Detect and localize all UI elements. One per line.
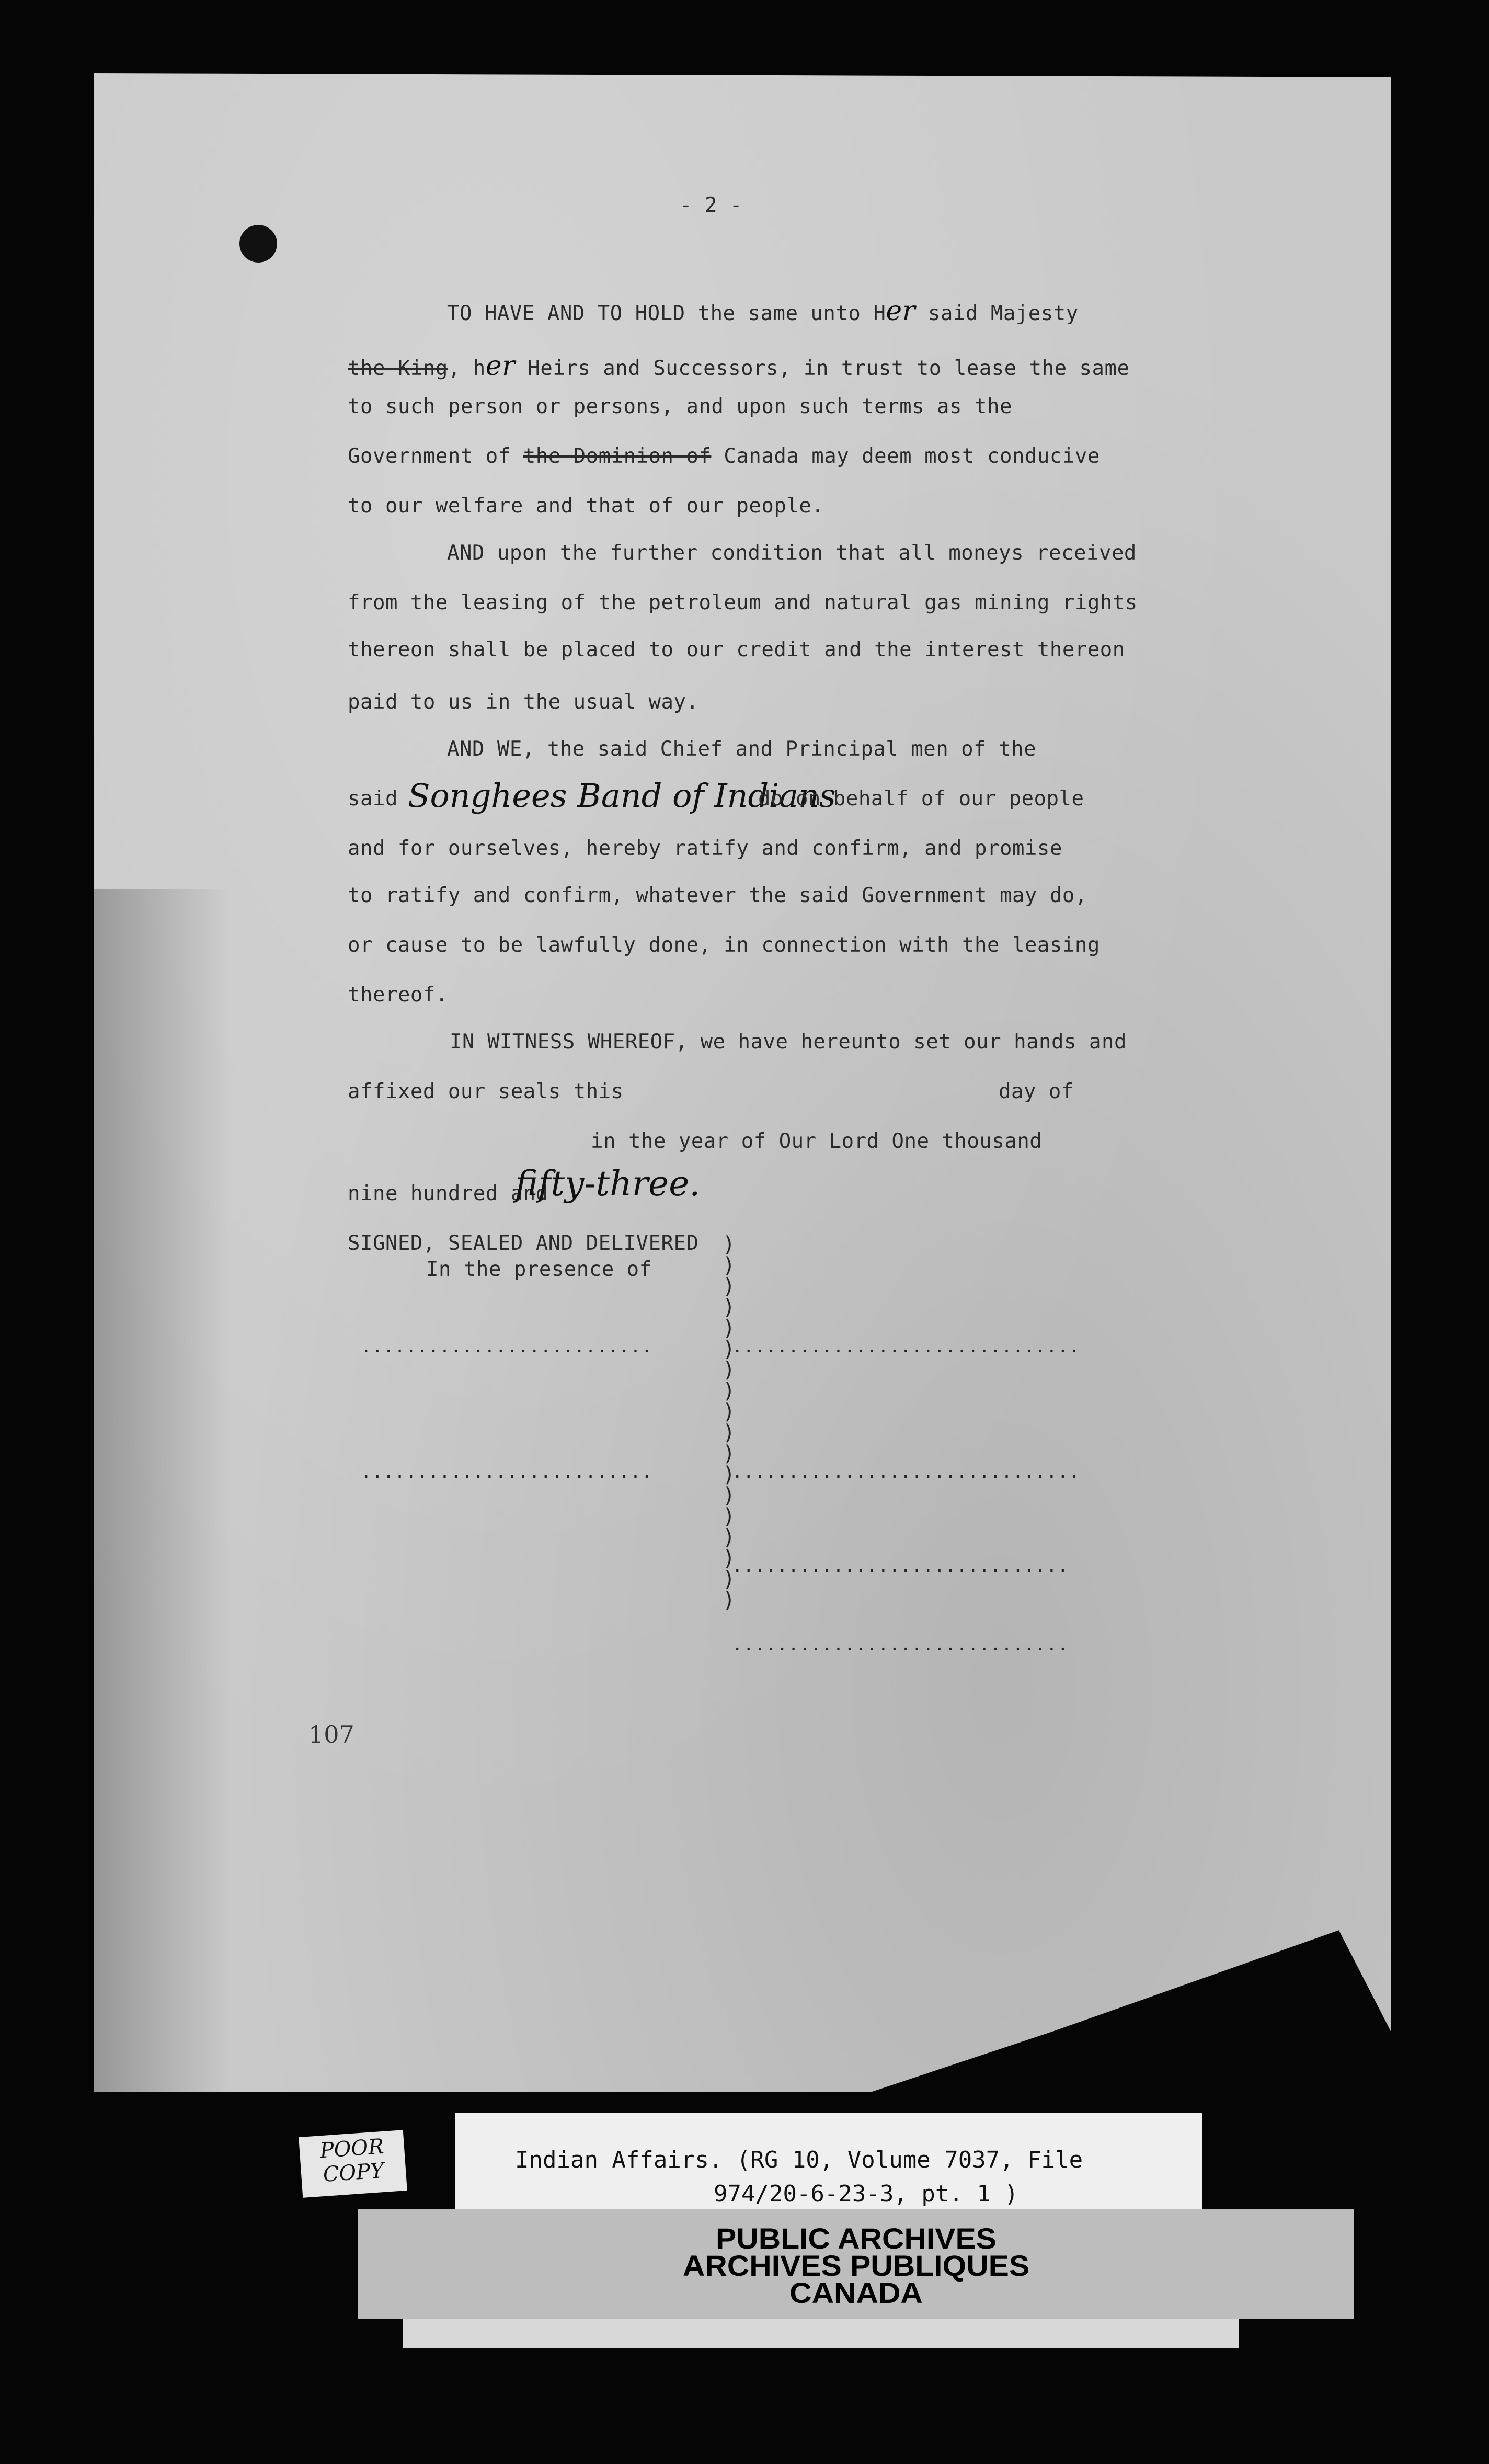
p1-line1 <box>447 295 1079 327</box>
bracket-mark: ) <box>723 1253 736 1277</box>
signatory-signature-line: ............................... <box>732 1462 1080 1482</box>
bracket-mark: ) <box>723 1316 736 1340</box>
p2-line1: AND upon the further condition that all moneys received <box>447 541 1137 565</box>
bracket-mark: ) <box>723 1546 736 1570</box>
witness-signature-line: .......................... <box>361 1336 653 1357</box>
p2-line4: paid to us in the usual way. <box>348 690 699 714</box>
page-number: - 2 - <box>680 193 742 217</box>
handwritten-band-name: Songhees Band of Indians <box>408 777 836 815</box>
bracket-mark: ) <box>723 1442 736 1466</box>
struck-text: the Dominion of <box>523 444 712 468</box>
label-edge-strip <box>403 2319 1239 2348</box>
bracket-mark: ) <box>723 1463 736 1487</box>
p2-line3: thereon shall be placed to our credit and the interest thereon <box>348 638 1125 661</box>
bracket-mark: ) <box>723 1484 736 1508</box>
p3-line2-label: said <box>348 787 398 811</box>
p3-line3: and for ourselves, hereby ratify and confirm, and promise <box>348 837 1062 860</box>
signatory-signature-line: .............................. <box>732 1634 1069 1655</box>
p1-line3: to such person or persons, and upon such terms as the <box>348 395 1012 418</box>
handwritten-correction: er <box>485 350 516 382</box>
stamp-line-3: CANADA <box>789 2276 923 2309</box>
p3-line2-text: do on behalf of our people <box>758 787 1084 811</box>
archive-reference-label <box>455 2113 1202 2222</box>
bracket-mark: ) <box>723 1337 736 1361</box>
handwritten-year: fifty-three. <box>515 1163 701 1204</box>
bracket-mark: ) <box>723 1358 736 1382</box>
bracket-mark: ) <box>723 1400 736 1424</box>
bracket-mark: ) <box>723 1379 736 1403</box>
signatory-signature-line: ............................... <box>732 1336 1080 1357</box>
p1-line4-text-a: Government of <box>348 444 523 468</box>
bracket-mark: ) <box>723 1504 736 1528</box>
reference-line-1: Indian Affairs. (RG 10, Volume 7037, File <box>515 2147 1083 2173</box>
p3-line4: to ratify and confirm, whatever the said Government may do, <box>348 884 1087 907</box>
signature-bracket <box>723 1234 735 1611</box>
p1-line2-text-b: Heirs and Successors, in trust to lease the same <box>515 357 1130 380</box>
p4-line4-a: nine hundred and <box>348 1182 548 1205</box>
p3-line1: AND WE, the said Chief and Principal men of the <box>447 737 1037 761</box>
reference-line-2: 974/20-6-23-3, pt. 1 ) <box>714 2181 1018 2207</box>
signature-heading: SIGNED, SEALED AND DELIVERED <box>348 1231 699 1255</box>
struck-text: the King <box>348 357 448 380</box>
bracket-mark: ) <box>723 1233 736 1257</box>
signature-subheading: In the presence of <box>426 1258 652 1281</box>
p1-line2-text-a: , h <box>448 357 486 380</box>
stamp-line-2: ARCHIVES PUBLIQUES <box>682 2249 1030 2282</box>
p3-line6: thereof. <box>348 983 448 1007</box>
p4-line3: in the year of Our Lord One thousand <box>591 1130 1043 1153</box>
poor-copy-label: POOR COPY <box>299 2130 407 2198</box>
stamp-line-1: PUBLIC ARCHIVES <box>716 2222 997 2255</box>
bracket-mark: ) <box>723 1421 736 1445</box>
handwritten-correction: er <box>886 295 915 327</box>
punch-hole <box>239 225 277 263</box>
signatory-signature-line: .............................. <box>732 1556 1069 1577</box>
p3-line5: or cause to be lawfully done, in connection with the leasing <box>348 933 1100 957</box>
p1-line2 <box>348 350 1129 382</box>
p4-line1: IN WITNESS WHEREOF, we have hereunto set our hands and <box>450 1030 1127 1054</box>
p1-line5: to our welfare and that of our people. <box>348 494 824 518</box>
p1-line1-text-b: said Majesty <box>915 302 1079 325</box>
p4-line2-a: affixed our seals this <box>348 1080 624 1103</box>
p1-line4-text-b: Canada may deem most conducive <box>711 444 1100 468</box>
witness-signature-line: .......................... <box>361 1462 653 1482</box>
bracket-mark: ) <box>723 1274 736 1298</box>
folio-number: 107 <box>308 1720 354 1749</box>
p1-line1-text-a: TO HAVE AND TO HOLD the same unto H <box>447 302 886 325</box>
p4-line2-b: day of <box>999 1080 1074 1103</box>
public-archives-stamp <box>358 2209 1354 2319</box>
p1-line4 <box>348 444 1100 468</box>
bracket-mark: ) <box>723 1295 736 1319</box>
paper-fold-shadow <box>94 889 230 2092</box>
p2-line2: from the leasing of the petroleum and natural gas mining rights <box>348 591 1138 614</box>
bracket-mark: ) <box>723 1588 736 1612</box>
bracket-mark: ) <box>723 1567 736 1591</box>
bracket-mark: ) <box>723 1525 736 1549</box>
